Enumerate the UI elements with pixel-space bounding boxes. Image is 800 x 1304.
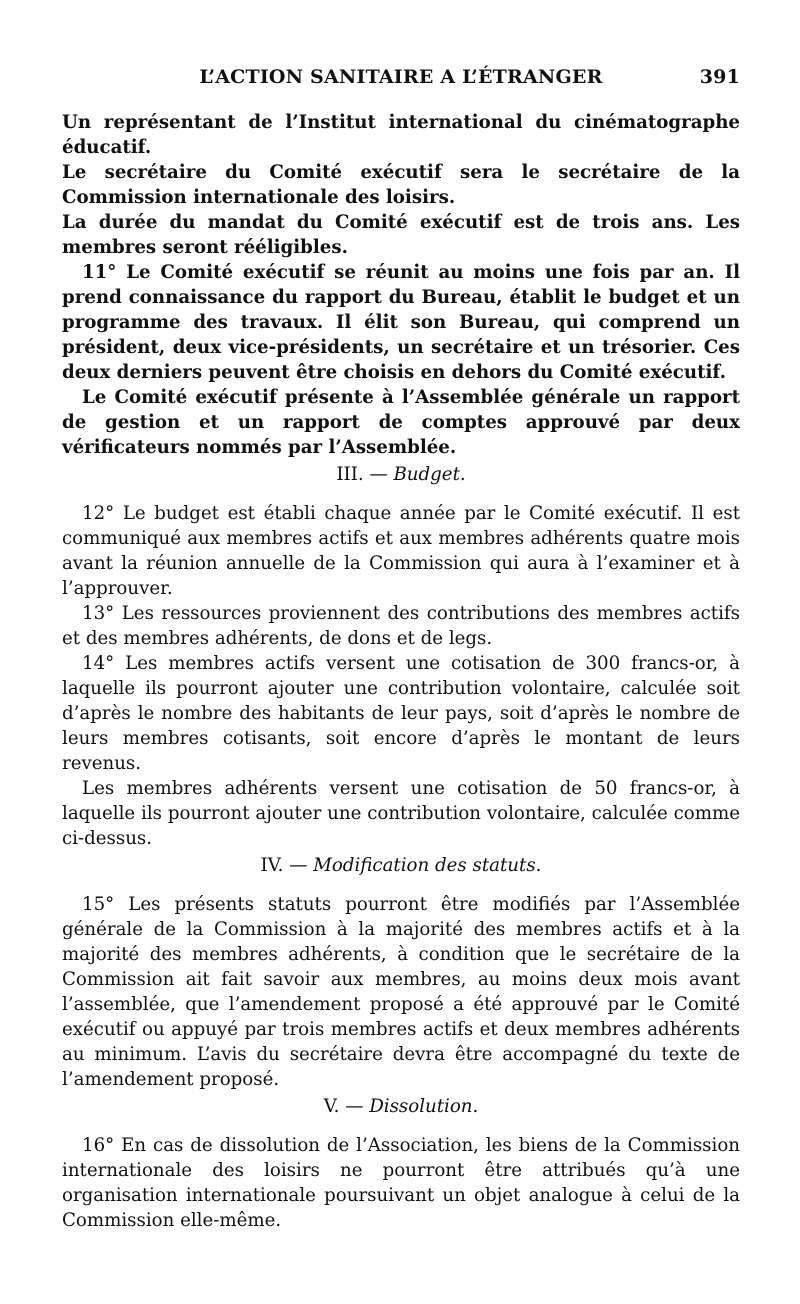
paragraph-article-13: 13° Les ressources proviennent des contributions des membres actifs et des membres adhérents, de dons et de legs.: [62, 603, 740, 649]
paragraph-representative: Un représentant de l’Institut international du cinématographe éducatif.: [62, 112, 740, 158]
section-title: Modification des statuts.: [313, 855, 542, 876]
section-title: Budget.: [393, 464, 466, 485]
paragraph-article-14: 14° Les membres actifs versent une cotisation de 300 francs-or, à laquelle ils pourront ajouter une contribution volontaire, calculée soit d’après le nombre des habitants de leur pays, soit d’après le nombre de leurs membres cotisants, soit encore d’après le montant de leurs revenus.: [62, 653, 740, 774]
page-header: [62, 60, 740, 96]
paragraph-article-12: 12° Le budget est établi chaque année par le Comité exécutif. Il est communiqué aux membres actifs et aux membres adhérents quatre mois avant la réunion annuelle de la Commission qui aura à l’examiner et à l’approuver.: [62, 503, 740, 599]
section-heading-modification: [62, 853, 740, 878]
section-number: V. —: [323, 1096, 364, 1117]
body-text: [62, 110, 740, 1233]
paragraph-report: Le Comité exécutif présente à l’Assemblée générale un rapport de gestion et un rapport de comptes approuvé par deux vérificateurs nommés par l’Assemblée.: [62, 387, 740, 458]
section-title: Dissolution.: [369, 1096, 479, 1117]
paragraph-article-11: 11° Le Comité exécutif se réunit au moins une fois par an. Il prend connaissance du rapport du Bureau, établit le budget et un programme des travaux. Il élit son Bureau, qui comprend un président, deux vice-présidents, un secrétaire et un trésorier. Ces deux derniers peuvent être choisis en dehors du Comité exécutif.: [62, 262, 740, 383]
section-heading-budget: [62, 462, 740, 487]
section-number: III. —: [336, 464, 388, 485]
paragraph-secretary: Le secrétaire du Comité exécutif sera le secrétaire de la Commission internationale des loisirs.: [62, 162, 740, 208]
paragraph-adherent-dues: Les membres adhérents versent une cotisation de 50 francs-or, à laquelle ils pourront ajouter une contribution volontaire, calculée comme ci-dessus.: [62, 778, 740, 849]
section-heading-dissolution: [62, 1094, 740, 1119]
running-title: L’ACTION SANITAIRE A L’ÉTRANGER: [199, 66, 603, 88]
paragraph-mandate: La durée du mandat du Comité exécutif est de trois ans. Les membres seront rééligibles.: [62, 212, 740, 258]
section-number: IV. —: [260, 855, 308, 876]
page-number: 391: [699, 66, 740, 88]
paragraph-article-16: 16° En cas de dissolution de l’Association, les biens de la Commission internationale des loisirs ne pourront être attribués qu’à une organisation internationale poursuivant un objet analogue à celui de la Commission elle-même.: [62, 1135, 740, 1231]
document-page: [62, 60, 740, 1233]
paragraph-article-15: 15° Les présents statuts pourront être modifiés par l’Assemblée générale de la Commission à la majorité des membres actifs et à la majorité des membres adhérents, à condition que le secrétaire de la Commission ait fait savoir aux membres, au moins deux mois avant l’assemblée, que l’amendement proposé a été approuvé par le Comité exécutif ou appuyé par trois membres actifs et deux membres adhérents au minimum. L’avis du secrétaire devra être accompagné du texte de l’amendement proposé.: [62, 894, 740, 1090]
